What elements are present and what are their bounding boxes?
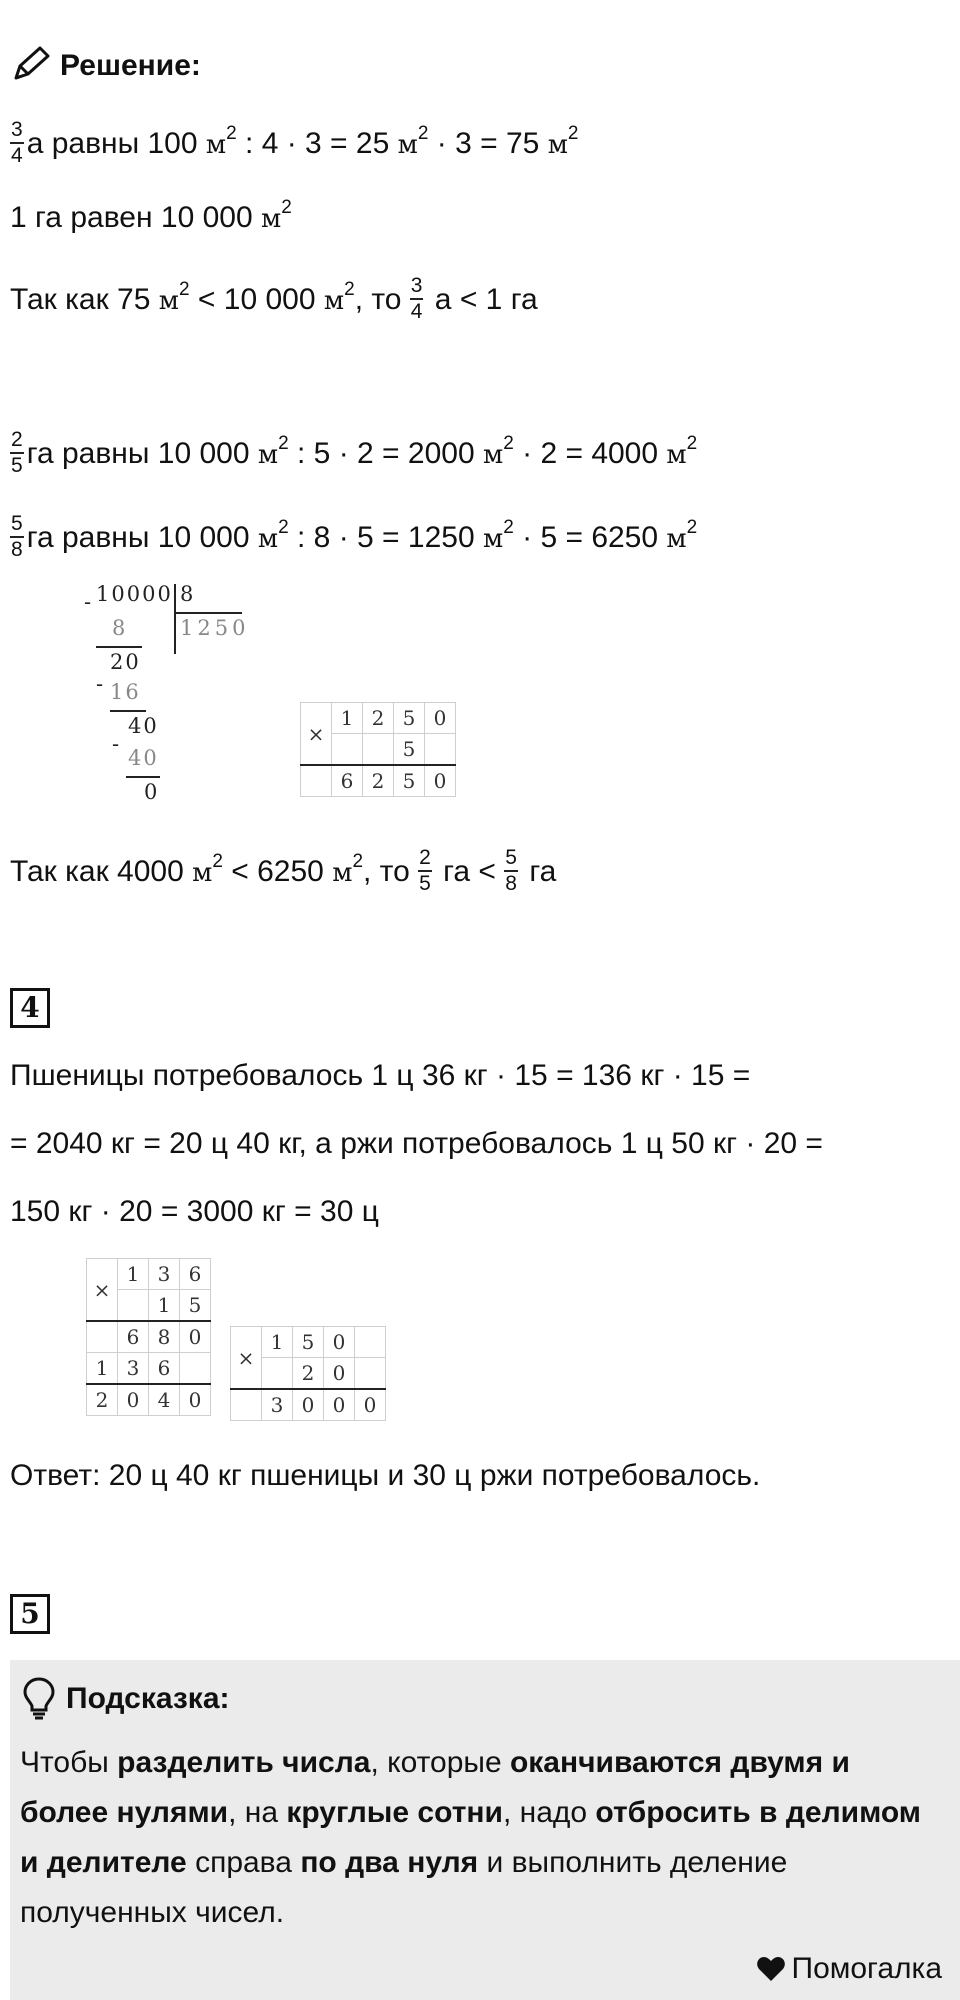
- fraction: $\frac{5}{8}$: [505, 846, 517, 895]
- division-bar: [174, 584, 176, 654]
- task4-line-3: 150 кг · 20 = 3000 кг = 30 ц: [10, 1195, 379, 1228]
- solution-line-3: Так как 75 $м^2 < 10$ 000 $м^2$, то $\frac{3}{4}$ а < 1 га: [10, 274, 538, 323]
- fraction: $\frac{5}{8}$: [11, 512, 23, 561]
- solution-line-4: $\frac{2}{5}$ га равны 10 000 $м^2$ : 5 · 2 = 2000 $м^2 \cdot 2 = 4000$ $м^2$: [11, 428, 698, 477]
- multiplication-150-by-20: × 1 5 0 2 0 3 0 0 0: [230, 1326, 386, 1421]
- divisor: 8: [180, 582, 194, 606]
- task4-line-1: Пшеницы потребовалось 1 ц 36 кг · 15 = 136 кг · 15 =: [10, 1059, 751, 1092]
- multiplication-1250-by-5: × 1 2 5 0 5 6 2 5 0: [300, 702, 456, 797]
- lightbulb-icon: [22, 1676, 56, 1720]
- pencil-icon: [10, 44, 54, 84]
- fraction: $\frac{2}{5}$: [419, 846, 431, 895]
- solution-line-6: Так как 4000 $м^2 < 6250$ $м^2$, то $\frac{2}{5}$ га < $\frac{5}{8}$ га: [10, 846, 557, 895]
- dividend: 10000: [96, 582, 173, 606]
- solution-line-1: $\frac{3}{4}$ а равны 100 $м^2$ : 4 · 3 = 25 $м^2 \cdot 3 = 75$ $м^2$: [11, 118, 579, 167]
- multiplication-136-by-15: × 1 3 6 1 5 6 8 0 1 3 6 2 0 4 0: [86, 1258, 211, 1416]
- quotient: 1250: [180, 616, 250, 640]
- fraction: $\frac{3}{4}$: [11, 118, 23, 167]
- brand-label: Помогалка: [756, 1952, 943, 1986]
- task4-answer: Ответ: 20 ц 40 кг пшеницы и 30 ц ржи потребовалось.: [10, 1459, 761, 1492]
- hint-box: [10, 1660, 960, 2000]
- solution-line-2: 1 га равен 10 000 $м^2$: [10, 197, 292, 234]
- fraction: $\frac{3}{4}$: [410, 274, 423, 323]
- fraction: $\frac{2}{5}$: [11, 428, 23, 477]
- solution-line-5: $\frac{5}{8}$ га равны 10 000 $м^2$ : 8 · 5 = 1250 $м^2 \cdot 5 = 6250$ $м^2$: [11, 512, 698, 561]
- task4-line-2: = 2040 кг = 20 ц 40 кг, а ржи потребовалось 1 ц 50 кг · 20 =: [10, 1127, 823, 1160]
- heart-icon: [756, 1956, 786, 1982]
- task-number-4: 4: [10, 988, 50, 1028]
- hint-text: Чтобы разделить числа, которые оканчиваются двумя и более нулями, на круглые сотни, надо отбросить в делимом и делителе справа по два нуля и выполнить деление полученных чисел.: [20, 1746, 921, 1929]
- hint-title: Подсказка:: [66, 1682, 230, 1715]
- solution-heading: Решение:: [60, 49, 201, 82]
- task-number-5: 5: [10, 1594, 50, 1634]
